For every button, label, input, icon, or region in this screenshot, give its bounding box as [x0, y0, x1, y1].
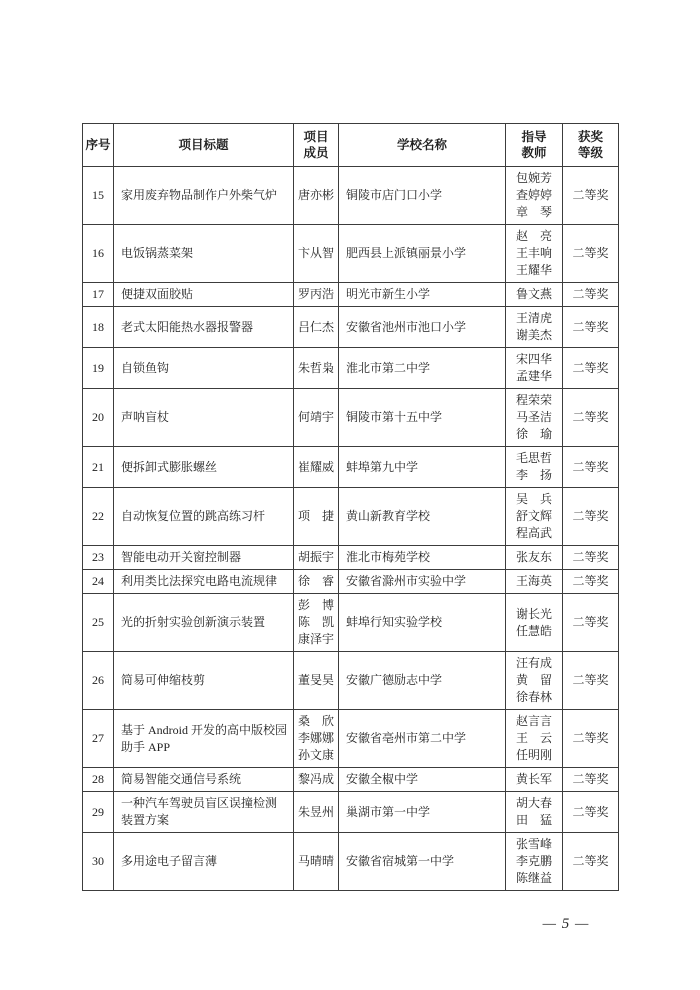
project-members: 彭 博 陈 凯 康泽宇: [294, 594, 339, 652]
table-row: [83, 833, 619, 891]
school-name: 巢湖市第一中学: [339, 792, 506, 833]
project-title: 便拆卸式膨胀螺丝: [114, 447, 294, 488]
school-name: 明光市新生小学: [339, 283, 506, 307]
project-title: 声呐盲杖: [114, 389, 294, 447]
school-name: 淮北市第二中学: [339, 348, 506, 389]
row-number: 22: [83, 488, 114, 546]
project-members: 罗丙浩: [294, 283, 339, 307]
project-title: 利用类比法探究电路电流规律: [114, 570, 294, 594]
project-members: 董旻昊: [294, 652, 339, 710]
award-level: 二等奖: [563, 167, 619, 225]
school-name: 安徽全椒中学: [339, 768, 506, 792]
project-title: 简易智能交通信号系统: [114, 768, 294, 792]
project-members: 崔耀威: [294, 447, 339, 488]
school-name: 安徽省宿城第一中学: [339, 833, 506, 891]
award-level: 二等奖: [563, 389, 619, 447]
award-level: 二等奖: [563, 792, 619, 833]
project-title: 自动恢复位置的跳高练习杆: [114, 488, 294, 546]
row-number: 25: [83, 594, 114, 652]
project-title: 简易可伸缩枝剪: [114, 652, 294, 710]
award-level: 二等奖: [563, 594, 619, 652]
teacher-names: 赵言言 王 云 任明刚: [506, 710, 563, 768]
table-row: [83, 546, 619, 570]
school-name: 安徽省池州市池口小学: [339, 307, 506, 348]
column-header-school: 学校名称: [339, 124, 506, 167]
school-name: 蚌埠行知实验学校: [339, 594, 506, 652]
column-header-title: 项目标题: [114, 124, 294, 167]
project-title: 便捷双面胶贴: [114, 283, 294, 307]
project-members: 朱哲枭: [294, 348, 339, 389]
school-name: 安徽省亳州市第二中学: [339, 710, 506, 768]
row-number: 24: [83, 570, 114, 594]
table-row: [83, 389, 619, 447]
teacher-names: 赵 亮 王丰响 王耀华: [506, 225, 563, 283]
project-title: 多用途电子留言薄: [114, 833, 294, 891]
project-members: 桑 欣 李娜娜 孙文康: [294, 710, 339, 768]
teacher-names: 包婉芳 查婷婷 章 琴: [506, 167, 563, 225]
project-members: 黎冯成: [294, 768, 339, 792]
row-number: 21: [83, 447, 114, 488]
school-name: 安徽广德励志中学: [339, 652, 506, 710]
teacher-names: 谢长光 任慧皓: [506, 594, 563, 652]
table-row: [83, 570, 619, 594]
award-level: 二等奖: [563, 570, 619, 594]
table-row: [83, 348, 619, 389]
teacher-names: 吴 兵 舒文辉 程高武: [506, 488, 563, 546]
table-row: [83, 792, 619, 833]
project-members: 徐 睿: [294, 570, 339, 594]
row-number: 19: [83, 348, 114, 389]
project-title: 光的折射实验创新演示装置: [114, 594, 294, 652]
row-number: 17: [83, 283, 114, 307]
project-title: 老式太阳能热水器报警器: [114, 307, 294, 348]
teacher-names: 毛思哲 李 扬: [506, 447, 563, 488]
award-level: 二等奖: [563, 447, 619, 488]
table-row: [83, 488, 619, 546]
award-level: 二等奖: [563, 348, 619, 389]
project-members: 吕仁杰: [294, 307, 339, 348]
project-members: 何靖宇: [294, 389, 339, 447]
row-number: 18: [83, 307, 114, 348]
project-members: 马晴晴: [294, 833, 339, 891]
table-header-row: [83, 124, 619, 167]
row-number: 20: [83, 389, 114, 447]
project-title: 智能电动开关窗控制器: [114, 546, 294, 570]
teacher-names: 张雪峰 李克鹏 陈继益: [506, 833, 563, 891]
school-name: 黄山新教育学校: [339, 488, 506, 546]
table-row: [83, 307, 619, 348]
teacher-names: 胡大春 田 猛: [506, 792, 563, 833]
table-row: [83, 167, 619, 225]
row-number: 26: [83, 652, 114, 710]
project-title: 电饭锅蒸菜架: [114, 225, 294, 283]
award-level: 二等奖: [563, 833, 619, 891]
row-number: 16: [83, 225, 114, 283]
table-row: [83, 447, 619, 488]
teacher-names: 王清虎 谢美杰: [506, 307, 563, 348]
school-name: 蚌埠第九中学: [339, 447, 506, 488]
project-members: 朱昱州: [294, 792, 339, 833]
project-title: 家用废弃物品制作户外柴气炉: [114, 167, 294, 225]
row-number: 23: [83, 546, 114, 570]
project-members: 项 捷: [294, 488, 339, 546]
column-header-award: 获奖 等级: [563, 124, 619, 167]
project-title: 基于 Android 开发的高中版校园助手 APP: [114, 710, 294, 768]
school-name: 淮北市梅苑学校: [339, 546, 506, 570]
award-level: 二等奖: [563, 768, 619, 792]
project-title: 一种汽车驾驶员盲区误撞检测装置方案: [114, 792, 294, 833]
teacher-names: 鲁文燕: [506, 283, 563, 307]
column-header-no: 序号: [83, 124, 114, 167]
row-number: 15: [83, 167, 114, 225]
award-level: 二等奖: [563, 488, 619, 546]
teacher-names: 黄长军: [506, 768, 563, 792]
school-name: 铜陵市店门口小学: [339, 167, 506, 225]
table-row: [83, 768, 619, 792]
award-level: 二等奖: [563, 283, 619, 307]
teacher-names: 张友东: [506, 546, 563, 570]
teacher-names: 王海英: [506, 570, 563, 594]
table-row: [83, 652, 619, 710]
award-level: 二等奖: [563, 307, 619, 348]
school-name: 铜陵市第十五中学: [339, 389, 506, 447]
school-name: 安徽省滁州市实验中学: [339, 570, 506, 594]
award-level: 二等奖: [563, 710, 619, 768]
teacher-names: 宋四华 孟建华: [506, 348, 563, 389]
project-members: 卞从智: [294, 225, 339, 283]
teacher-names: 汪有成 黄 留 徐春林: [506, 652, 563, 710]
award-level: 二等奖: [563, 546, 619, 570]
table-row: [83, 710, 619, 768]
column-header-teachers: 指导 教师: [506, 124, 563, 167]
school-name: 肥西县上派镇丽景小学: [339, 225, 506, 283]
award-level: 二等奖: [563, 225, 619, 283]
award-table: [82, 123, 619, 891]
teacher-names: 程荣荣 马圣洁 徐 瑜: [506, 389, 563, 447]
table-row: [83, 594, 619, 652]
table-row: [83, 283, 619, 307]
award-level: 二等奖: [563, 652, 619, 710]
row-number: 30: [83, 833, 114, 891]
project-members: 胡振宇: [294, 546, 339, 570]
table-row: [83, 225, 619, 283]
row-number: 27: [83, 710, 114, 768]
project-members: 唐亦彬: [294, 167, 339, 225]
row-number: 29: [83, 792, 114, 833]
column-header-members: 项目 成员: [294, 124, 339, 167]
project-title: 自锁鱼钩: [114, 348, 294, 389]
page-number: — 5 —: [542, 916, 590, 932]
row-number: 28: [83, 768, 114, 792]
